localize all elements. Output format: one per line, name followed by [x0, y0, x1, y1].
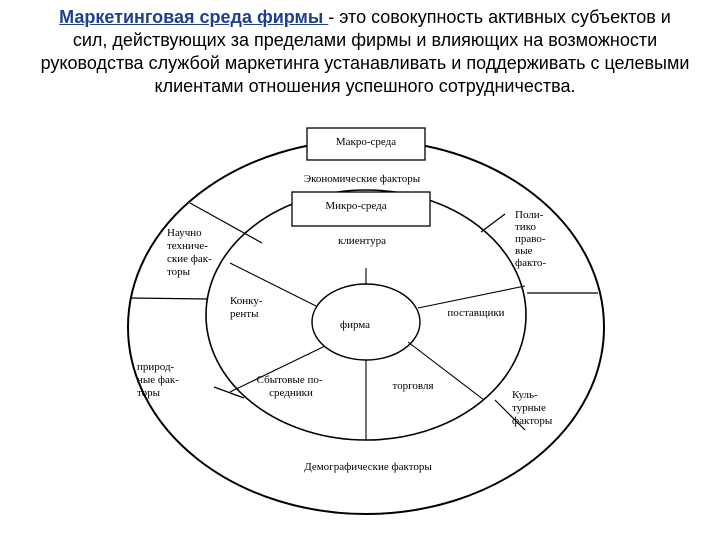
- divider-line: [130, 298, 208, 299]
- clients-label: клиентура: [337, 235, 387, 247]
- economic-factors-label: Экономические факторы: [303, 173, 421, 185]
- demographic-factors-label: Демографические факторы: [304, 461, 432, 473]
- political-legal-factors-label: Поли- тико право- вые факто-: [515, 209, 547, 269]
- firm-label: фирма: [339, 319, 371, 331]
- competitors-label: Конку- ренты: [230, 295, 263, 320]
- divider-line: [481, 214, 505, 232]
- suppliers-label: поставщики: [447, 307, 505, 319]
- macro-label: Макро-среда: [335, 136, 397, 148]
- divider-line: [418, 286, 525, 308]
- term-link[interactable]: Маркетинговая среда фирмы: [59, 7, 329, 27]
- natural-factors-label: природ- ные фак- торы: [137, 361, 179, 399]
- trade-label: торговля: [392, 380, 434, 392]
- scientific-technical-factors-label: Научно техниче- ские фак- торы: [167, 227, 212, 278]
- micro-label: Микро-среда: [325, 200, 387, 212]
- cultural-factors-label: Куль- турные факторы: [512, 389, 553, 427]
- sales-intermediaries-label: Сбытовые по- средники: [256, 374, 323, 399]
- definition-body: - это совокупность активных субъектов и сил, действующих за пределами фирмы и влияющих на возможности руководства службой маркетинга устанавливать и поддерживать с целевыми клиентами отношения успешного сотрудничества.: [40, 7, 690, 96]
